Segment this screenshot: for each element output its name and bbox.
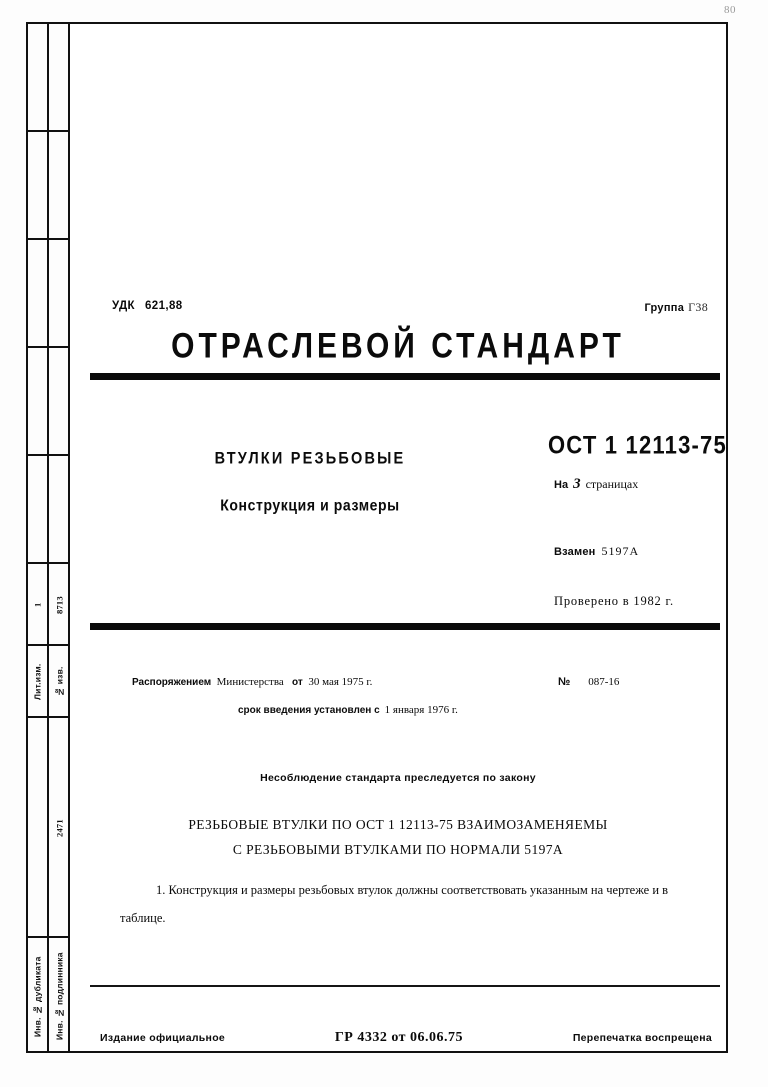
decree-date-prefix: от <box>292 677 303 688</box>
clause-1: 1. Конструкция и размеры резьбовых втулок должны соответствовать указанным на чертеже и в таблице. <box>120 883 669 925</box>
interchangeability-statement <box>70 812 726 862</box>
subject-subtitle: Конструкция и размеры <box>220 496 400 514</box>
pages-count: 3 <box>573 476 581 492</box>
udk-value: 621,88 <box>144 300 183 312</box>
group-line <box>644 300 708 315</box>
effective-label: срок введения установлен с <box>238 705 380 716</box>
replaces-line <box>554 544 639 559</box>
interchange-line-1: РЕЗЬБОВЫЕ ВТУЛКИ ПО ОСТ 1 12113-75 ВЗАИМОЗАМЕНЯЕМЫ <box>188 817 608 832</box>
decree-number-line <box>558 676 619 688</box>
margin-lit-izm-label: Лит.изм. <box>32 663 43 701</box>
margin-izv-value: 8713 <box>54 596 65 614</box>
group-label: Группа <box>644 302 685 314</box>
margin-row <box>28 456 68 564</box>
standard-code: ОСТ 1 12113-75 <box>548 431 727 459</box>
decree-line-2 <box>238 704 458 716</box>
margin-inv-duplicate-label: Инв. № дубликата <box>32 956 43 1037</box>
margin-row <box>28 240 68 348</box>
footer-right: Перепечатка воспрещена <box>572 1032 712 1044</box>
document-frame <box>68 22 728 1053</box>
pages-prefix: На <box>554 479 569 491</box>
margin-row <box>28 24 68 132</box>
udk-line <box>112 300 183 312</box>
checked-line: Проверено в 1982 г. <box>554 594 674 608</box>
divider-rule-middle <box>90 623 720 630</box>
pages-suffix: страницах <box>585 477 639 491</box>
decree-number: 087-16 <box>588 676 620 688</box>
udk-label: УДК <box>112 300 135 312</box>
legal-warning: Несоблюдение стандарта преследуется по закону <box>260 772 536 784</box>
footer-left: Издание официальное <box>100 1032 226 1044</box>
page-number-mark: 80 <box>724 4 736 16</box>
margin-inv-original-label: Инв. № подлинника <box>54 952 65 1041</box>
replaces-label: Взамен <box>554 546 596 558</box>
decree-number-label: № <box>558 676 571 688</box>
effective-date: 1 января 1976 г. <box>384 704 458 716</box>
subject-title: ВТУЛКИ РЕЗЬБОВЫЕ <box>214 450 406 468</box>
group-value: Г38 <box>688 300 708 314</box>
decree-date: 30 мая 1975 г. <box>308 676 373 688</box>
divider-rule-top <box>90 373 720 380</box>
decree-by-order: Распоряжением <box>132 677 212 688</box>
pages-count-line <box>554 476 638 493</box>
decree-line-1 <box>132 676 372 688</box>
margin-stamp-column <box>26 22 68 1053</box>
margin-row <box>28 348 68 456</box>
footer-center: ГР 4332 от 06.06.75 <box>334 1030 464 1045</box>
footer <box>90 1030 720 1046</box>
margin-no-izv-label: № изв. <box>54 666 65 698</box>
divider-rule-footer <box>90 985 720 987</box>
margin-row <box>28 132 68 240</box>
page-title: ОТРАСЛЕВОЙ СТАНДАРТ <box>171 327 625 366</box>
decree-ministry: Министерства <box>216 676 284 688</box>
replaces-value: 5197А <box>601 544 640 558</box>
margin-lit-value: 1 <box>32 602 43 608</box>
interchange-line-2: С РЕЗЬБОВЫМИ ВТУЛКАМИ ПО НОРМАЛИ 5197А <box>232 842 564 857</box>
margin-inv-value: 2471 <box>54 819 65 837</box>
